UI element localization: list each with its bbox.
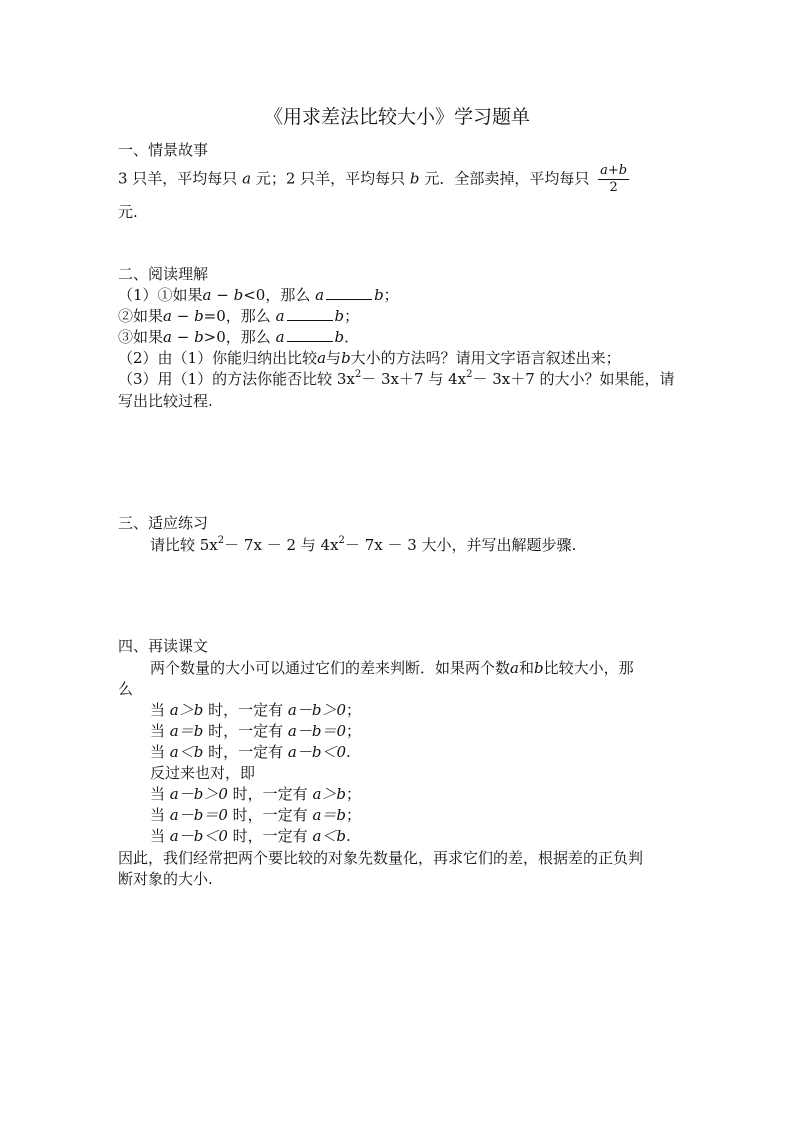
rule-row-3: 当 a＜b 时，一定有 a－b＜0. [150, 743, 351, 761]
page-title: 《用求差法比较大小》学习题单 [263, 106, 530, 128]
answer-blank-2[interactable] [287, 307, 333, 321]
question-3-cont: 写出比较过程. [118, 392, 213, 410]
compare-line-3: ③如果a − b>0，那么 a b． [118, 328, 360, 346]
section-2-heading: 二、阅读理解 [118, 265, 209, 283]
conclusion-line-2: 断对象的大小. [118, 870, 213, 888]
answer-blank-3[interactable] [287, 328, 333, 342]
reread-para-1: 两个数量的大小可以通过它们的差来判断．如果两个数a和b比较大小，那 [150, 659, 634, 677]
rule-row-2: 当 a＝b 时，一定有 a－b＝0； [150, 722, 362, 740]
question-2: （2）由（1）你能归纳出比较a与b大小的方法吗？请用文字语言叙述出来； [118, 349, 621, 367]
section-3-heading: 三、适应练习 [118, 514, 209, 532]
story-line-end: 元. [118, 203, 138, 221]
rule-row-5: 当 a－b＝0 时，一定有 a＝b； [150, 806, 362, 824]
rule-row-1: 当 a＞b 时，一定有 a－b＞0； [150, 701, 362, 719]
compare-line-1: （1）①如果a − b<0，那么 a b； [118, 286, 399, 304]
section-1-heading: 一、情景故事 [118, 141, 209, 159]
converse-line: 反过来也对，即 [150, 764, 256, 782]
exercise-line: 请比较 $5x^2- 7x - 2$ 与 $4x^2- 7x - 3$ 大小，并写出解题步骤. [150, 535, 577, 554]
rule-row-4: 当 a－b＞0 时，一定有 a＞b； [150, 785, 362, 803]
story-line: 3 只羊，平均每只 a 元；2 只羊，平均每只 b 元．全部卖掉，平均每只 $\frac{a+b}{2}$ [118, 163, 628, 195]
section-4-heading: 四、再读课文 [118, 637, 209, 655]
compare-line-2: ②如果a − b=0，那么 a b； [118, 307, 360, 325]
average-fraction: $\frac{a+b}{2}$ [600, 163, 628, 195]
conclusion-line-1: 因此，我们经常把两个要比较的对象先数量化，再求它们的差，根据差的正负判 [118, 849, 644, 867]
rule-row-6: 当 a－b＜0 时，一定有 a＜b. [150, 827, 351, 845]
answer-blank-1[interactable] [326, 286, 372, 300]
reread-para-1-cont: 么 [118, 680, 134, 698]
question-3: （3）用（1）的方法你能否比较 $3x^2- 3x+7$ 与 $4x^2- 3x+7$ 的大小？如果能，请 [118, 369, 675, 388]
